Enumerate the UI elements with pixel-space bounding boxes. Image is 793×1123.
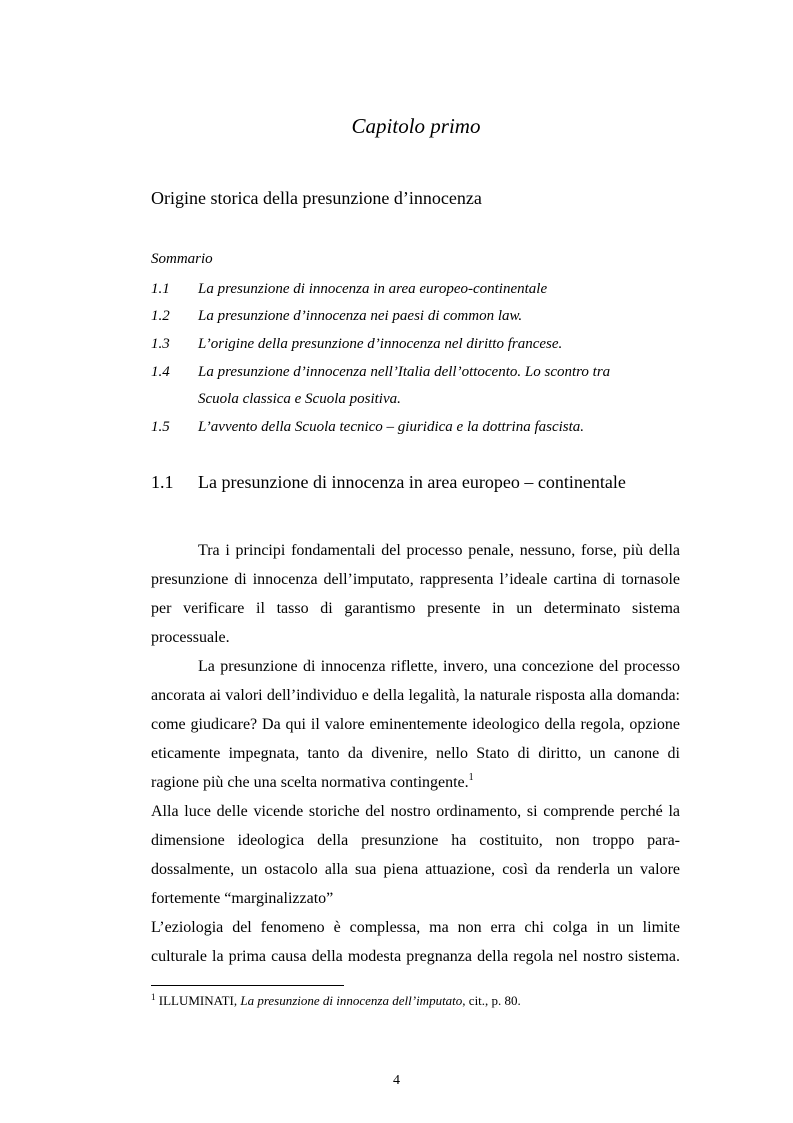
toc-item-number: 1.1 — [151, 281, 170, 297]
paragraph — [151, 652, 680, 797]
toc-heading: Sommario — [151, 251, 213, 267]
paragraph: Tra i principi fondamentali del processo penale, nessuno, forse, più della presunzione di innocenza dell’imputato, rappresenta l’ideale cartina di tornasole per verificare il tasso di garantismo presente in un determinato sistema processuale. — [151, 542, 680, 646]
toc-item-text: L’origine della presunzione d’innocenza nel diritto francese. — [198, 336, 563, 352]
footnote-mark: 1 — [151, 992, 156, 1002]
toc-item-text-continued: Scuola classica e Scuola positiva. — [198, 391, 401, 407]
toc-item-text: L’avvento della Scuola tecnico – giuridica e la dottrina fascista. — [198, 419, 585, 435]
footnote-citation: , cit., p. 80. — [462, 993, 521, 1008]
toc-item-number: 1.4 — [151, 364, 170, 380]
toc-item-number: 1.2 — [151, 308, 170, 324]
page-number: 4 — [393, 1073, 400, 1088]
toc-item-number: 1.3 — [151, 336, 170, 352]
footnote-title: La presunzione di innocenza dell’imputato — [240, 993, 463, 1008]
toc-item-number: 1.5 — [151, 419, 170, 435]
footnote-author: ILLUMINATI, — [158, 993, 238, 1008]
paragraph-text: La presunzione di innocenza riflette, invero, una concezione del processo ancorata ai valori dell’individuo e della legalità, la naturale risposta alla domanda: come giudicare? Da qui il valore eminentemente ideologico della regola, opzione eticamente impegnata, tanto da divenire, nello Stato di diritto, un canone di ragione più che una scelta normativa contingente. — [151, 658, 680, 791]
section-number: 1.1 — [151, 472, 174, 492]
chapter-label: Capitolo primo — [351, 114, 481, 138]
body-text — [151, 536, 680, 971]
footnote-reference[interactable]: 1 — [468, 772, 474, 783]
footnote — [151, 993, 521, 1009]
footnote-separator — [151, 985, 344, 986]
toc-item-text: La presunzione d’innocenza nei paesi di common law. — [198, 308, 523, 324]
paragraph: Alla luce delle vicende storiche del nostro ordinamento, si comprende perché la dimensione ideologica della presunzione ha costituito, non troppo para-dossalmente, un ostacolo alla sua piena attuazione, così da renderla un valore fortemente “marginalizzato” — [151, 803, 680, 907]
paragraph: L’eziologia del fenomeno è complessa, ma non erra chi colga in un limite culturale la prima causa della modesta pregnanza della regola nel nostro sistema. — [151, 919, 680, 965]
chapter-title: Origine storica della presunzione d’innocenza — [151, 188, 482, 208]
toc-item-text: La presunzione d’innocenza nell’Italia dell’ottocento. Lo scontro tra — [198, 364, 611, 380]
toc-item-text: La presunzione di innocenza in area europeo-continentale — [198, 281, 548, 297]
section-title: La presunzione di innocenza in area europeo – continentale — [198, 472, 626, 492]
